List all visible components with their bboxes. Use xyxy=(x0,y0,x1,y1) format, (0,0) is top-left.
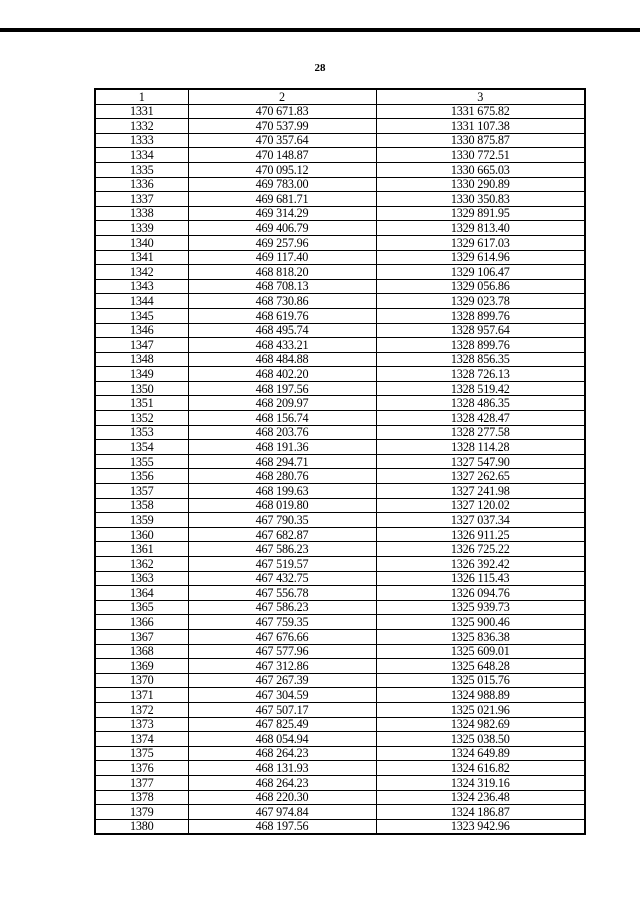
point-number-cell: 1366 xyxy=(95,615,188,630)
y-coordinate-cell: 1330 875.87 xyxy=(376,133,585,148)
y-coordinate-cell: 1325 836.38 xyxy=(376,629,585,644)
point-number-cell: 1335 xyxy=(95,162,188,177)
point-number-cell: 1332 xyxy=(95,119,188,134)
point-number-cell: 1354 xyxy=(95,440,188,455)
table-row xyxy=(95,513,585,528)
top-rule xyxy=(0,28,640,32)
point-number-cell: 1344 xyxy=(95,294,188,309)
x-coordinate-cell: 470 095.12 xyxy=(188,162,376,177)
x-coordinate-cell: 467 586.23 xyxy=(188,600,376,615)
x-coordinate-cell: 470 148.87 xyxy=(188,148,376,163)
point-number-cell: 1349 xyxy=(95,367,188,382)
y-coordinate-cell: 1328 428.47 xyxy=(376,411,585,426)
x-coordinate-cell: 468 054.94 xyxy=(188,732,376,747)
x-coordinate-cell: 467 682.87 xyxy=(188,527,376,542)
point-number-cell: 1341 xyxy=(95,250,188,265)
y-coordinate-cell: 1324 186.87 xyxy=(376,805,585,820)
point-number-cell: 1364 xyxy=(95,586,188,601)
y-coordinate-cell: 1328 486.35 xyxy=(376,396,585,411)
y-coordinate-cell: 1328 726.13 xyxy=(376,367,585,382)
y-coordinate-cell: 1324 988.89 xyxy=(376,688,585,703)
table-row xyxy=(95,454,585,469)
x-coordinate-cell: 467 790.35 xyxy=(188,513,376,528)
x-coordinate-cell: 468 730.86 xyxy=(188,294,376,309)
point-number-cell: 1368 xyxy=(95,644,188,659)
x-coordinate-cell: 468 294.71 xyxy=(188,454,376,469)
x-coordinate-cell: 468 191.36 xyxy=(188,440,376,455)
x-coordinate-cell: 468 197.56 xyxy=(188,819,376,834)
y-coordinate-cell: 1325 648.28 xyxy=(376,659,585,674)
x-coordinate-cell: 467 556.78 xyxy=(188,586,376,601)
table-row xyxy=(95,557,585,572)
table-row xyxy=(95,484,585,499)
table-row xyxy=(95,732,585,747)
y-coordinate-cell: 1329 813.40 xyxy=(376,221,585,236)
table-row xyxy=(95,440,585,455)
table-header-row xyxy=(95,89,585,104)
point-number-cell: 1346 xyxy=(95,323,188,338)
point-number-cell: 1358 xyxy=(95,498,188,513)
point-number-cell: 1350 xyxy=(95,381,188,396)
x-coordinate-cell: 469 783.00 xyxy=(188,177,376,192)
point-number-cell: 1379 xyxy=(95,805,188,820)
y-coordinate-cell: 1330 665.03 xyxy=(376,162,585,177)
table-row xyxy=(95,133,585,148)
y-coordinate-cell: 1325 900.46 xyxy=(376,615,585,630)
point-number-cell: 1339 xyxy=(95,221,188,236)
table-row xyxy=(95,104,585,119)
column-header-2: 2 xyxy=(188,89,376,104)
table-row xyxy=(95,702,585,717)
y-coordinate-cell: 1330 290.89 xyxy=(376,177,585,192)
x-coordinate-cell: 467 507.17 xyxy=(188,702,376,717)
table-row xyxy=(95,688,585,703)
x-coordinate-cell: 469 681.71 xyxy=(188,192,376,207)
point-number-cell: 1373 xyxy=(95,717,188,732)
y-coordinate-cell: 1329 056.86 xyxy=(376,279,585,294)
point-number-cell: 1375 xyxy=(95,746,188,761)
table-row xyxy=(95,119,585,134)
point-number-cell: 1374 xyxy=(95,732,188,747)
x-coordinate-cell: 469 314.29 xyxy=(188,206,376,221)
table-row xyxy=(95,761,585,776)
x-coordinate-cell: 468 818.20 xyxy=(188,265,376,280)
point-number-cell: 1360 xyxy=(95,527,188,542)
x-coordinate-cell: 468 264.23 xyxy=(188,746,376,761)
y-coordinate-cell: 1325 038.50 xyxy=(376,732,585,747)
y-coordinate-cell: 1329 106.47 xyxy=(376,265,585,280)
x-coordinate-cell: 468 220.30 xyxy=(188,790,376,805)
y-coordinate-cell: 1328 277.58 xyxy=(376,425,585,440)
y-coordinate-cell: 1328 114.28 xyxy=(376,440,585,455)
page-number: 28 xyxy=(314,62,326,74)
table-row xyxy=(95,338,585,353)
table-row xyxy=(95,659,585,674)
point-number-cell: 1371 xyxy=(95,688,188,703)
y-coordinate-cell: 1328 519.42 xyxy=(376,381,585,396)
point-number-cell: 1347 xyxy=(95,338,188,353)
table-row xyxy=(95,381,585,396)
y-coordinate-cell: 1331 107.38 xyxy=(376,119,585,134)
point-number-cell: 1336 xyxy=(95,177,188,192)
x-coordinate-cell: 468 708.13 xyxy=(188,279,376,294)
table-row xyxy=(95,206,585,221)
y-coordinate-cell: 1325 015.76 xyxy=(376,673,585,688)
point-number-cell: 1370 xyxy=(95,673,188,688)
y-coordinate-cell: 1326 115.43 xyxy=(376,571,585,586)
table-row xyxy=(95,148,585,163)
x-coordinate-cell: 467 519.57 xyxy=(188,557,376,572)
y-coordinate-cell: 1324 319.16 xyxy=(376,775,585,790)
table-row xyxy=(95,527,585,542)
y-coordinate-cell: 1328 899.76 xyxy=(376,338,585,353)
coordinates-table xyxy=(94,88,586,835)
table-row xyxy=(95,235,585,250)
point-number-cell: 1357 xyxy=(95,484,188,499)
point-number-cell: 1338 xyxy=(95,206,188,221)
y-coordinate-cell: 1325 609.01 xyxy=(376,644,585,659)
y-coordinate-cell: 1324 649.89 xyxy=(376,746,585,761)
table-row xyxy=(95,177,585,192)
y-coordinate-cell: 1323 942.96 xyxy=(376,819,585,834)
point-number-cell: 1369 xyxy=(95,659,188,674)
x-coordinate-cell: 468 209.97 xyxy=(188,396,376,411)
y-coordinate-cell: 1326 725.22 xyxy=(376,542,585,557)
table-row xyxy=(95,717,585,732)
point-number-cell: 1353 xyxy=(95,425,188,440)
point-number-cell: 1352 xyxy=(95,411,188,426)
point-number-cell: 1359 xyxy=(95,513,188,528)
table-row xyxy=(95,250,585,265)
table-row xyxy=(95,746,585,761)
x-coordinate-cell: 470 671.83 xyxy=(188,104,376,119)
x-coordinate-cell: 468 402.20 xyxy=(188,367,376,382)
x-coordinate-cell: 468 203.76 xyxy=(188,425,376,440)
y-coordinate-cell: 1330 350.83 xyxy=(376,192,585,207)
point-number-cell: 1361 xyxy=(95,542,188,557)
y-coordinate-cell: 1324 616.82 xyxy=(376,761,585,776)
point-number-cell: 1367 xyxy=(95,629,188,644)
table-row xyxy=(95,775,585,790)
table-row xyxy=(95,411,585,426)
table-row xyxy=(95,790,585,805)
table-row xyxy=(95,396,585,411)
table-row xyxy=(95,586,585,601)
x-coordinate-cell: 468 131.93 xyxy=(188,761,376,776)
x-coordinate-cell: 468 019.80 xyxy=(188,498,376,513)
y-coordinate-cell: 1326 094.76 xyxy=(376,586,585,601)
table-row xyxy=(95,819,585,834)
table-row xyxy=(95,542,585,557)
x-coordinate-cell: 469 406.79 xyxy=(188,221,376,236)
x-coordinate-cell: 468 199.63 xyxy=(188,484,376,499)
y-coordinate-cell: 1324 982.69 xyxy=(376,717,585,732)
point-number-cell: 1342 xyxy=(95,265,188,280)
y-coordinate-cell: 1324 236.48 xyxy=(376,790,585,805)
y-coordinate-cell: 1331 675.82 xyxy=(376,104,585,119)
point-number-cell: 1343 xyxy=(95,279,188,294)
x-coordinate-cell: 468 619.76 xyxy=(188,308,376,323)
table-row xyxy=(95,308,585,323)
x-coordinate-cell: 470 537.99 xyxy=(188,119,376,134)
y-coordinate-cell: 1325 939.73 xyxy=(376,600,585,615)
table-row xyxy=(95,352,585,367)
table-row xyxy=(95,498,585,513)
table-row xyxy=(95,265,585,280)
x-coordinate-cell: 470 357.64 xyxy=(188,133,376,148)
column-header-1: 1 xyxy=(95,89,188,104)
y-coordinate-cell: 1328 957.64 xyxy=(376,323,585,338)
point-number-cell: 1363 xyxy=(95,571,188,586)
x-coordinate-cell: 467 304.59 xyxy=(188,688,376,703)
table-row xyxy=(95,571,585,586)
table-row xyxy=(95,629,585,644)
table-row xyxy=(95,279,585,294)
table-row xyxy=(95,323,585,338)
x-coordinate-cell: 468 280.76 xyxy=(188,469,376,484)
point-number-cell: 1355 xyxy=(95,454,188,469)
table-row xyxy=(95,469,585,484)
point-number-cell: 1331 xyxy=(95,104,188,119)
table-row xyxy=(95,673,585,688)
point-number-cell: 1376 xyxy=(95,761,188,776)
table-row xyxy=(95,615,585,630)
x-coordinate-cell: 467 312.86 xyxy=(188,659,376,674)
table-row xyxy=(95,162,585,177)
y-coordinate-cell: 1330 772.51 xyxy=(376,148,585,163)
y-coordinate-cell: 1325 021.96 xyxy=(376,702,585,717)
x-coordinate-cell: 468 495.74 xyxy=(188,323,376,338)
x-coordinate-cell: 468 433.21 xyxy=(188,338,376,353)
y-coordinate-cell: 1326 911.25 xyxy=(376,527,585,542)
y-coordinate-cell: 1327 547.90 xyxy=(376,454,585,469)
x-coordinate-cell: 467 267.39 xyxy=(188,673,376,688)
x-coordinate-cell: 467 432.75 xyxy=(188,571,376,586)
x-coordinate-cell: 468 156.74 xyxy=(188,411,376,426)
table-row xyxy=(95,294,585,309)
y-coordinate-cell: 1327 262.65 xyxy=(376,469,585,484)
table-body xyxy=(95,104,585,834)
y-coordinate-cell: 1329 891.95 xyxy=(376,206,585,221)
x-coordinate-cell: 467 759.35 xyxy=(188,615,376,630)
x-coordinate-cell: 468 264.23 xyxy=(188,775,376,790)
x-coordinate-cell: 467 825.49 xyxy=(188,717,376,732)
table-row xyxy=(95,425,585,440)
x-coordinate-cell: 468 197.56 xyxy=(188,381,376,396)
table-row xyxy=(95,805,585,820)
point-number-cell: 1378 xyxy=(95,790,188,805)
point-number-cell: 1348 xyxy=(95,352,188,367)
x-coordinate-cell: 467 577.96 xyxy=(188,644,376,659)
x-coordinate-cell: 468 484.88 xyxy=(188,352,376,367)
point-number-cell: 1340 xyxy=(95,235,188,250)
table-row xyxy=(95,192,585,207)
y-coordinate-cell: 1329 617.03 xyxy=(376,235,585,250)
x-coordinate-cell: 469 117.40 xyxy=(188,250,376,265)
y-coordinate-cell: 1327 037.34 xyxy=(376,513,585,528)
y-coordinate-cell: 1327 241.98 xyxy=(376,484,585,499)
x-coordinate-cell: 467 974.84 xyxy=(188,805,376,820)
point-number-cell: 1345 xyxy=(95,308,188,323)
table-row xyxy=(95,367,585,382)
x-coordinate-cell: 467 586.23 xyxy=(188,542,376,557)
point-number-cell: 1356 xyxy=(95,469,188,484)
point-number-cell: 1333 xyxy=(95,133,188,148)
table-row xyxy=(95,221,585,236)
point-number-cell: 1365 xyxy=(95,600,188,615)
y-coordinate-cell: 1329 023.78 xyxy=(376,294,585,309)
point-number-cell: 1377 xyxy=(95,775,188,790)
point-number-cell: 1334 xyxy=(95,148,188,163)
x-coordinate-cell: 467 676.66 xyxy=(188,629,376,644)
y-coordinate-cell: 1328 856.35 xyxy=(376,352,585,367)
table-row xyxy=(95,600,585,615)
x-coordinate-cell: 469 257.96 xyxy=(188,235,376,250)
point-number-cell: 1380 xyxy=(95,819,188,834)
point-number-cell: 1362 xyxy=(95,557,188,572)
y-coordinate-cell: 1326 392.42 xyxy=(376,557,585,572)
point-number-cell: 1372 xyxy=(95,702,188,717)
column-header-3: 3 xyxy=(376,89,585,104)
y-coordinate-cell: 1329 614.96 xyxy=(376,250,585,265)
table-row xyxy=(95,644,585,659)
y-coordinate-cell: 1327 120.02 xyxy=(376,498,585,513)
point-number-cell: 1351 xyxy=(95,396,188,411)
y-coordinate-cell: 1328 899.76 xyxy=(376,308,585,323)
point-number-cell: 1337 xyxy=(95,192,188,207)
